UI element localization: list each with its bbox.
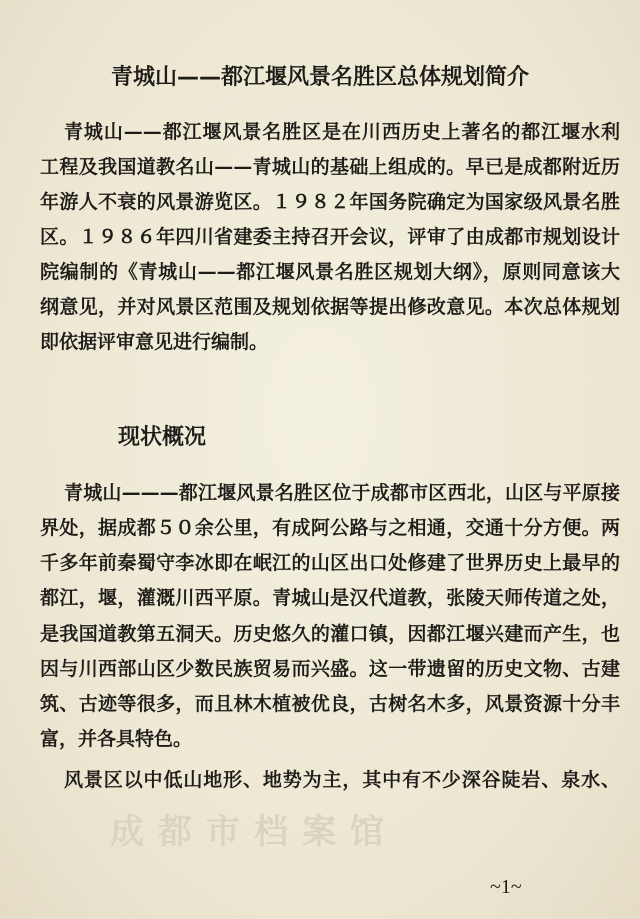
text-line: 区。１９８６年四川省建委主持召开会议，评审了由成都市规划设计 [40, 226, 620, 248]
text-line: 界处，据成都５０余公里，有成阿公路与之相通，交通十分方便。两 [40, 517, 620, 539]
text-line: 青城山———都江堰风景名胜区位于成都市区西北，山区与平原接 [64, 482, 620, 504]
text-line: 工程及我国道教名山——青城山的基础上组成的。早已是成都附近历 [40, 156, 620, 178]
section-heading: 现状概况 [118, 425, 207, 450]
text-line: 千多年前秦蜀守李冰即在岷江的山区出口处修建了世界历史上最早的 [40, 552, 620, 574]
text-line: 因与川西部山区少数民族贸易而兴盛。这一带遗留的历史文物、古建 [40, 658, 620, 680]
text-line: 青城山——都江堰风景名胜区是在川西历史上著名的都江堰水利 [64, 121, 620, 143]
text-line: 是我国道教第五洞天。历史悠久的灌口镇，因都江堰兴建而产生，也 [40, 623, 620, 645]
text-line: 即依据评审意见进行编制。 [40, 331, 269, 353]
archive-watermark: 成都市档案馆 [110, 812, 398, 852]
text-line: 筑、古迹等很多，而且林木植被优良，古树名木多，风景资源十分丰 [40, 693, 620, 715]
text-line: 纲意见，并对风景区范围及规划依据等提出修改意见。本次总体规划 [40, 296, 620, 318]
text-line: 年游人不衰的风景游览区。１９８２年国务院确定为国家级风景名胜 [40, 191, 620, 213]
text-line: 院编制的《青城山——都江堰风景名胜区规划大纲》，原则同意该大 [40, 261, 620, 283]
text-line: 风景区以中低山地形、地势为主，其中有不少深谷陡岩、泉水、 [64, 769, 620, 791]
page-number: ~1~ [490, 876, 522, 898]
text-line: 富，并各具特色。 [40, 728, 193, 750]
text-line: 都江，堰，灌溉川西平原。青城山是汉代道教，张陵天师传道之处， [40, 587, 620, 609]
document-title: 青城山——都江堰风景名胜区总体规划简介 [110, 65, 529, 90]
